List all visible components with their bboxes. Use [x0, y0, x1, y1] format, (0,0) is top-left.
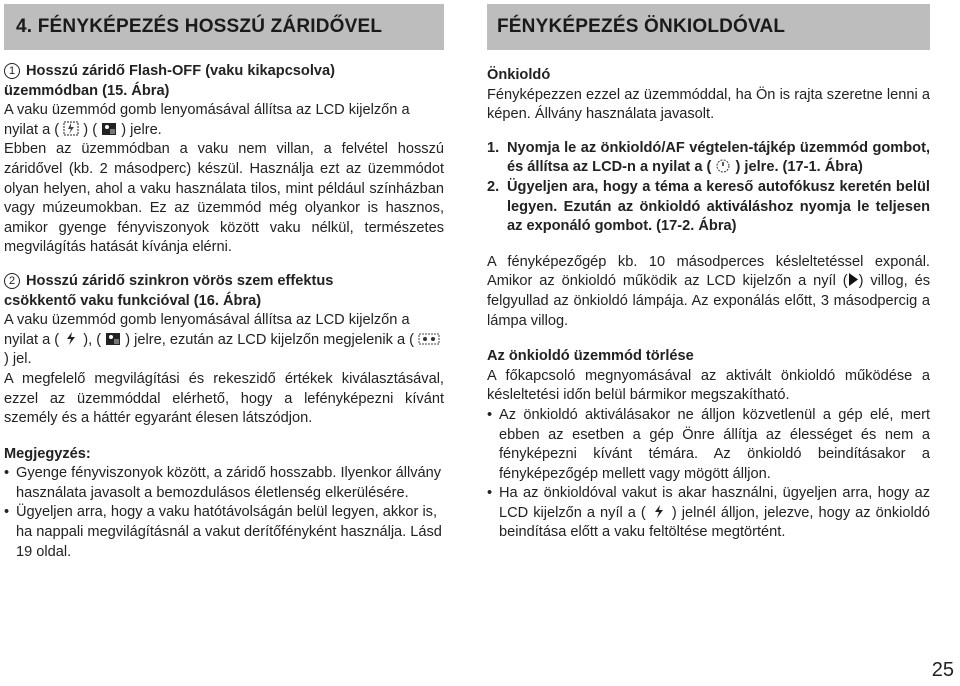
delay-paragraph: A fényképezőgép kb. 10 másodperces késleltetéssel exponál. Amikor az önkioldó működik az LCD kijelzőn a nyíl ( ) villog, és felgyullad az önkioldó lámpája. Az exponálás előtt, 3 másodpercig a lámpa villog.	[487, 253, 930, 329]
step-1: 1. Nyomja le az önkioldó/AF végtelen-tájkép üzemmód gombot, és állítsa az LCD-n a nyilat a ( ) jelre. (17-1. Ábra)	[487, 139, 930, 176]
left-column	[4, 4, 444, 562]
night-icon	[101, 121, 117, 136]
right-section-title: FÉNYKÉPEZÉS ÖNKIOLDÓVAL	[487, 4, 930, 50]
note-item: • Ügyeljen arra, hogy a vaku hatótávolságán belül legyen, akkor is, ha nappali megvilágításnál a vakut derítőfényként használja. Lásd 19 oldal.	[4, 504, 442, 560]
arrow-icon	[848, 272, 859, 287]
right-body	[487, 50, 930, 543]
left-body	[4, 50, 444, 562]
section2-number: 2	[4, 273, 20, 289]
flash-icon	[651, 504, 667, 519]
section1-number: 1	[4, 63, 20, 79]
note-item: • Gyenge fényviszonyok között, a záridő hosszabb. Ilyenkor állvány használata javasolt a bemozdulásos életlenség elkerülésére.	[4, 465, 442, 501]
flash-off-icon	[63, 121, 79, 136]
left-section-title: 4. FÉNYKÉPEZÉS HOSSZÚ ZÁRIDŐVEL	[4, 4, 444, 50]
flash-icon	[63, 331, 79, 346]
section2-para2: A megfelelő megvilágítási és rekeszidő értékek kiválasztásával, ezzel az üzemmóddal elérhető, hogy a lefényképezni kívánt személy és a háttér egyaránt élesen látszódjon.	[4, 370, 444, 427]
tip-item: • Ha az önkioldóval vakut is akar használni, ügyeljen arra, hogy az LCD kijelzőn a nyíl a ( ) jelnél álljon, jelezve, hogy az önkioldó beindítása előtt a vaku feltöltése megtörtént.	[487, 485, 930, 541]
self-timer-intro: Fényképezzen ezzel az üzemmóddal, ha Ön is rajta szeretne lenni a képen. Állvány használata javasolt.	[487, 86, 930, 123]
cancel-heading: Az önkioldó üzemmód törlése	[487, 348, 694, 365]
section1-para2: Ebben az üzemmódban a vaku nem villan, a felvétel hosszú záridővel (kb. 2 másodperc) készül. Használja ezt az üzemmódot olyan helyen, ahol a vaku használata tilos, mint például színházban vagy múzeumokban. Ez az üzemmód még olyankor is hasznos, amikor gyenge fényviszonyok között vaku nélkül, természetes megvilágítás hatását kívánja elérni.	[4, 141, 444, 256]
step-2: 2. Ügyeljen ara, hogy a téma a kereső autofókusz keretén belül legyen. Ezután az önkioldó aktiváláshoz nyomja le teljesen az exponáló gombot. (17-2. Ábra)	[487, 178, 930, 235]
cancel-paragraph: A főkapcsoló megnyomásával az aktivált önkioldó működése a késleltetési időn belül bármikor megszakítható.	[487, 367, 930, 404]
section2-heading: 2 Hosszú záridő szinkron vörös szem effektus csökkentő vaku funkcióval (16. Ábra)	[4, 272, 334, 309]
note-heading: Megjegyzés:	[4, 445, 91, 462]
tip-item: • Az önkioldó aktiválásakor ne álljon közvetlenül a gép elé, mert ebben az esetben a gép Önre állítja az élességet és nem a fényképezni kívánt témára. Az önkioldó beindításakor a fényképezőgép mellett vagy mögött álljon.	[487, 406, 930, 482]
section2-para1: A vaku üzemmód gomb lenyomásával állítsa az LCD kijelzőn a nyilat a ( ), ( ) jelre, ezután az LCD kijelzőn megjelenik a ( ) jel.	[4, 311, 444, 370]
self-timer-heading: Önkioldó	[487, 67, 551, 83]
red-eye-icon	[418, 331, 440, 346]
self-timer-icon	[715, 158, 731, 173]
section1-heading: 1 Hosszú záridő Flash-OFF (vaku kikapcsolva) üzemmódban (15. Ábra)	[4, 63, 335, 99]
section1-para1: A vaku üzemmód gomb lenyomásával állítsa az LCD kijelzőn a nyilat a ( ) ( ) jelre.	[4, 102, 410, 138]
page-number: 25	[931, 659, 954, 681]
right-column	[487, 4, 930, 543]
night-icon	[105, 331, 121, 346]
